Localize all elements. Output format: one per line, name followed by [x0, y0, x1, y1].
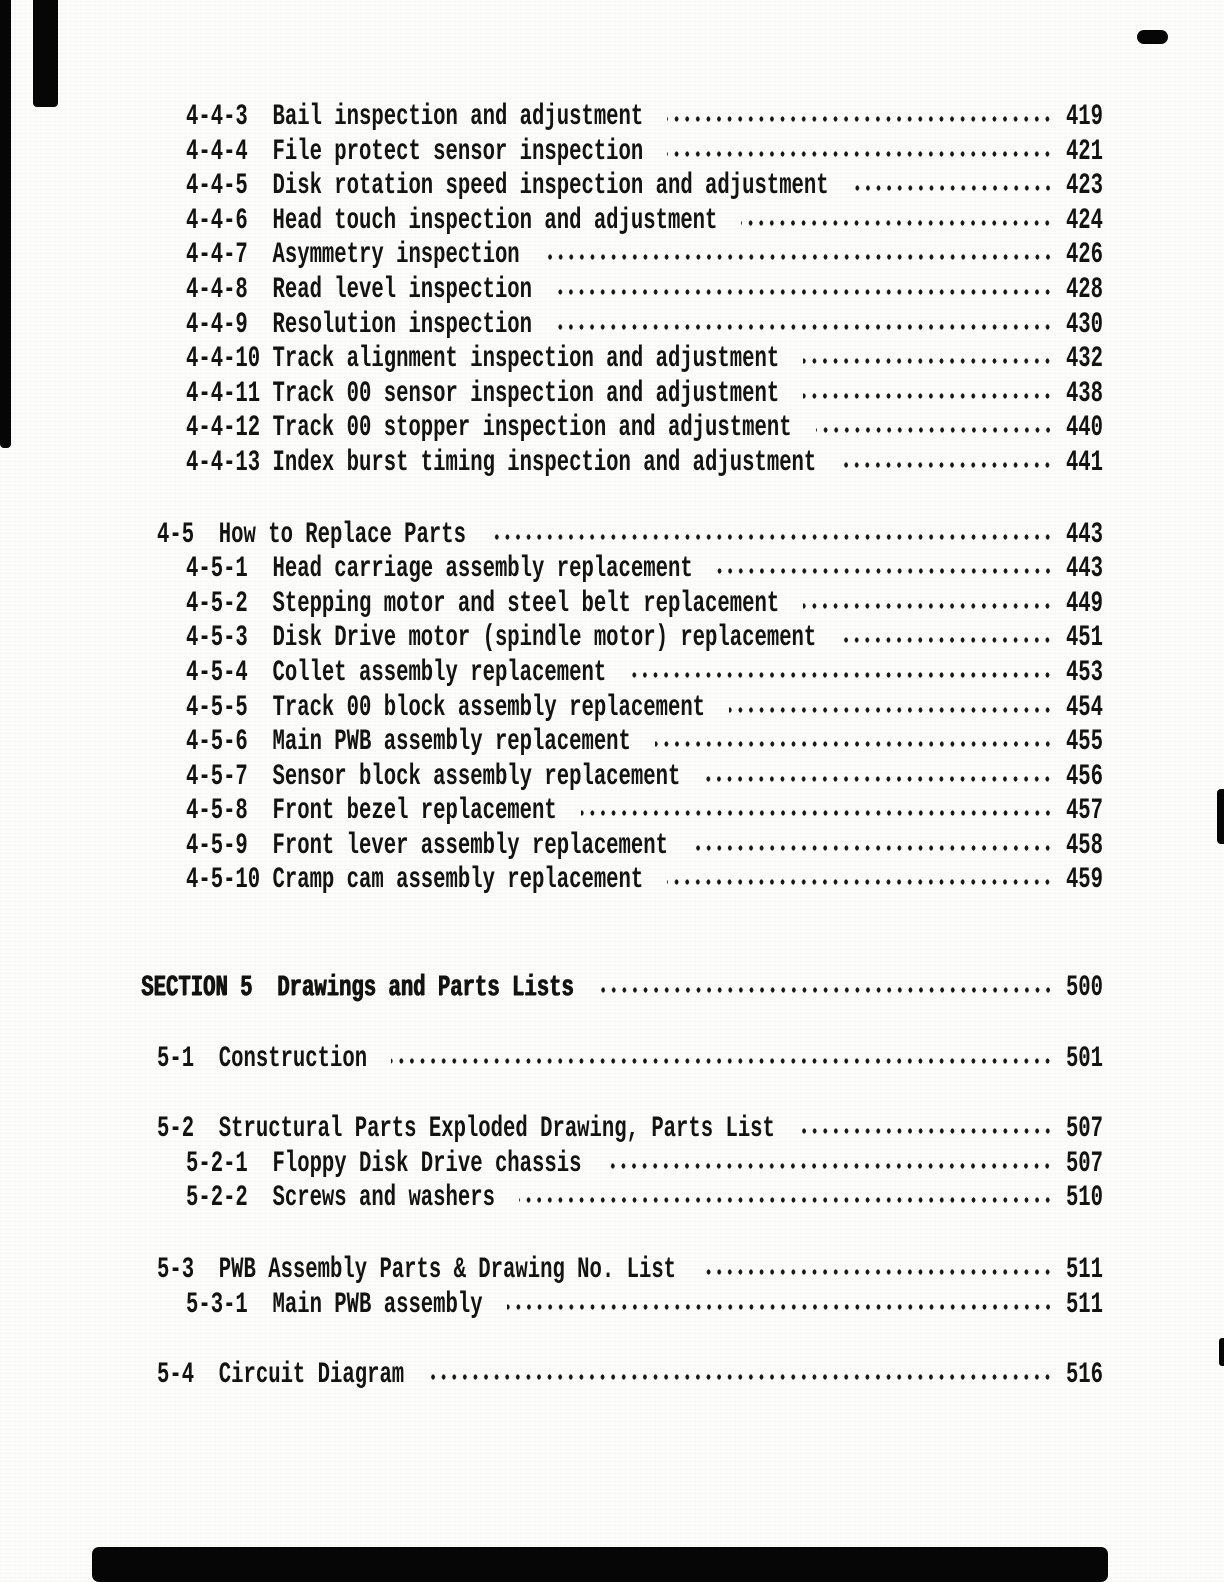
toc-item-page: 441 [1065, 446, 1104, 480]
dot-leader [655, 740, 1053, 747]
toc-item-number: 4-5-10 [186, 864, 261, 898]
toc-item-page: 500 [1065, 972, 1104, 1005]
toc-item-title: Index burst timing inspection and adjustment [272, 446, 817, 480]
toc-item-title: Disk Drive motor (spindle motor) replacement [272, 622, 817, 655]
toc-item-page: 440 [1065, 412, 1104, 445]
table-of-contents [0, 100, 1224, 1393]
dot-leader [853, 184, 1053, 191]
toc-item-number: 4-4-12 [186, 412, 261, 445]
toc-item-title: Track 00 stopper inspection and adjustment [272, 412, 792, 445]
dot-leader [717, 567, 1053, 574]
toc-row [0, 439, 1224, 488]
toc-item-number: 4-5-5 [186, 691, 248, 725]
toc-group [0, 1042, 1224, 1077]
toc-item-page: 430 [1065, 308, 1104, 342]
toc-item-number: 4-4-7 [186, 239, 248, 273]
toc-item-number: SECTION 5 [141, 972, 253, 1005]
toc-item-number: 4-4-11 [186, 377, 261, 411]
toc-item-title: Collet assembly replacement [272, 656, 607, 690]
scan-artifact-left-strip [0, 0, 11, 448]
toc-item-title: Construction [218, 1042, 368, 1076]
toc-item-page: 449 [1065, 587, 1104, 621]
dot-leader [803, 392, 1053, 399]
toc-item-page: 443 [1065, 518, 1104, 552]
toc-item-number: 4-5-2 [186, 587, 248, 621]
toc-item-page: 426 [1065, 239, 1104, 273]
scan-artifact-right-edge-mark [1217, 789, 1224, 844]
toc-item-number: 4-5-7 [186, 760, 248, 794]
scan-artifact-right-edge-mark-2 [1219, 1338, 1224, 1366]
dot-leader [605, 1162, 1052, 1169]
toc-item-number: 4-5-8 [186, 795, 248, 828]
dot-leader [840, 461, 1053, 468]
toc-item-page: 438 [1065, 377, 1104, 411]
dot-leader [704, 775, 1053, 782]
toc-item-number: 4-4-6 [186, 204, 248, 238]
toc-item-page: 443 [1065, 553, 1104, 586]
toc-item-number: 4-5-1 [186, 553, 248, 586]
toc-item-number: 4-5-3 [186, 622, 248, 655]
dot-leader [741, 219, 1053, 226]
toc-item-title: Head carriage assembly replacement [272, 553, 693, 586]
toc-item-page: 458 [1065, 829, 1104, 863]
dot-leader [598, 986, 1053, 993]
dot-leader [799, 1127, 1053, 1134]
toc-item-title: Track 00 block assembly replacement [272, 691, 706, 725]
toc-item-page: 453 [1065, 656, 1104, 690]
toc-item-title: Sensor block assembly replacement [272, 760, 681, 794]
toc-item-title: Head touch inspection and adjustment [272, 204, 718, 238]
toc-item-page: 516 [1065, 1359, 1104, 1392]
dot-leader [816, 427, 1053, 434]
toc-group [0, 100, 1224, 481]
toc-item-number: 4-4-5 [186, 170, 248, 203]
dot-leader [729, 706, 1053, 713]
toc-item-title: PWB Assembly Parts & Drawing No. List [218, 1253, 677, 1287]
toc-item-page: 459 [1065, 864, 1104, 898]
toc-item-page: 507 [1065, 1147, 1104, 1181]
dot-leader [507, 1303, 1053, 1310]
toc-item-title: Drawings and Parts Lists [276, 972, 574, 1005]
toc-item-title: Screws and washers [272, 1182, 495, 1216]
toc-item-page: 428 [1065, 273, 1104, 307]
toc-item-page: 432 [1065, 343, 1104, 376]
toc-item-page: 455 [1065, 726, 1104, 759]
dot-leader [556, 323, 1053, 330]
toc-row [0, 964, 1224, 1013]
toc-item-title: Resolution inspection [272, 308, 533, 342]
toc-item-page: 501 [1065, 1042, 1104, 1076]
dot-leader [428, 1373, 1053, 1380]
toc-item-title: Asymmetry inspection [272, 239, 520, 273]
toc-item-title: Disk rotation speed inspection and adjustment [272, 170, 829, 203]
toc-item-title: Front bezel replacement [272, 795, 557, 828]
toc-item-number: 5-3-1 [186, 1288, 248, 1322]
toc-item-page: 511 [1065, 1288, 1104, 1322]
dot-leader [667, 115, 1053, 122]
toc-item-number: 4-5-4 [186, 656, 248, 690]
toc-group [0, 518, 1224, 899]
toc-item-number: 4-4-10 [186, 343, 261, 376]
toc-row [0, 1351, 1224, 1400]
toc-row [0, 856, 1224, 905]
toc-item-title: Structural Parts Exploded Drawing, Parts List [218, 1113, 775, 1146]
toc-item-page: 423 [1065, 170, 1104, 203]
toc-item-number: 4-5-9 [186, 829, 248, 863]
toc-group [0, 1112, 1224, 1216]
toc-item-title: Cramp cam assembly replacement [272, 864, 644, 898]
toc-item-page: 511 [1065, 1253, 1104, 1287]
toc-item-title: Bail inspection and adjustment [272, 100, 644, 134]
dot-leader [391, 1057, 1053, 1064]
toc-item-number: 4-4-8 [186, 273, 248, 307]
toc-row [0, 1174, 1224, 1223]
dot-leader [803, 602, 1053, 609]
toc-item-page: 424 [1065, 204, 1104, 238]
dot-leader [840, 636, 1053, 643]
dot-leader [581, 809, 1053, 816]
toc-item-number: 5-2-1 [186, 1147, 248, 1181]
toc-item-number: 5-3 [157, 1253, 195, 1287]
dot-leader [667, 150, 1053, 157]
toc-item-number: 4-4-13 [186, 446, 261, 480]
toc-item-number: 4-4-3 [186, 100, 248, 134]
scan-artifact-top-right-mark [1137, 30, 1168, 44]
toc-row [0, 1034, 1224, 1083]
toc-item-title: Stepping motor and steel belt replacement [272, 587, 780, 621]
toc-group [0, 1253, 1224, 1322]
toc-item-title: Floppy Disk Drive chassis [272, 1147, 582, 1181]
toc-item-title: How to Replace Parts [218, 518, 466, 552]
toc-item-page: 421 [1065, 135, 1104, 169]
toc-item-number: 4-5-6 [186, 726, 248, 759]
toc-item-number: 5-2 [157, 1113, 195, 1146]
toc-item-title: Read level inspection [272, 273, 533, 307]
dot-leader [803, 357, 1053, 364]
dot-leader [667, 879, 1053, 886]
toc-item-title: Track alignment inspection and adjustment [272, 343, 780, 376]
scan-artifact-top-left-bar [33, 0, 58, 107]
toc-item-page: 507 [1065, 1113, 1104, 1146]
toc-item-page: 419 [1065, 100, 1104, 134]
dot-leader [544, 254, 1053, 261]
scan-artifact-bottom-band [92, 1547, 1108, 1582]
toc-item-title: Front lever assembly replacement [272, 829, 668, 863]
dot-leader [692, 844, 1053, 851]
toc-item-number: 5-1 [157, 1042, 195, 1076]
toc-item-number: 5-4 [157, 1359, 195, 1392]
dot-leader [630, 671, 1053, 678]
toc-item-number: 4-5 [157, 518, 195, 552]
toc-item-page: 510 [1065, 1182, 1104, 1216]
toc-item-number: 4-4-4 [186, 135, 248, 169]
toc-item-page: 451 [1065, 622, 1104, 655]
dot-leader [556, 288, 1053, 295]
dot-leader [490, 533, 1053, 540]
toc-row [0, 1280, 1224, 1329]
toc-group [0, 1358, 1224, 1393]
toc-item-number: 4-4-9 [186, 308, 248, 342]
toc-item-number: 5-2-2 [186, 1182, 248, 1216]
toc-item-page: 456 [1065, 760, 1104, 794]
toc-item-page: 457 [1065, 795, 1104, 828]
toc-item-title: Main PWB assembly [272, 1288, 483, 1322]
toc-item-title: Circuit Diagram [218, 1359, 405, 1392]
toc-item-title: File protect sensor inspection [272, 135, 644, 169]
dot-leader [519, 1197, 1053, 1204]
dot-leader [700, 1268, 1053, 1275]
toc-item-title: Track 00 sensor inspection and adjustment [272, 377, 780, 411]
toc-item-page: 454 [1065, 691, 1104, 725]
toc-item-title: Main PWB assembly replacement [272, 726, 631, 759]
toc-group [0, 971, 1224, 1006]
